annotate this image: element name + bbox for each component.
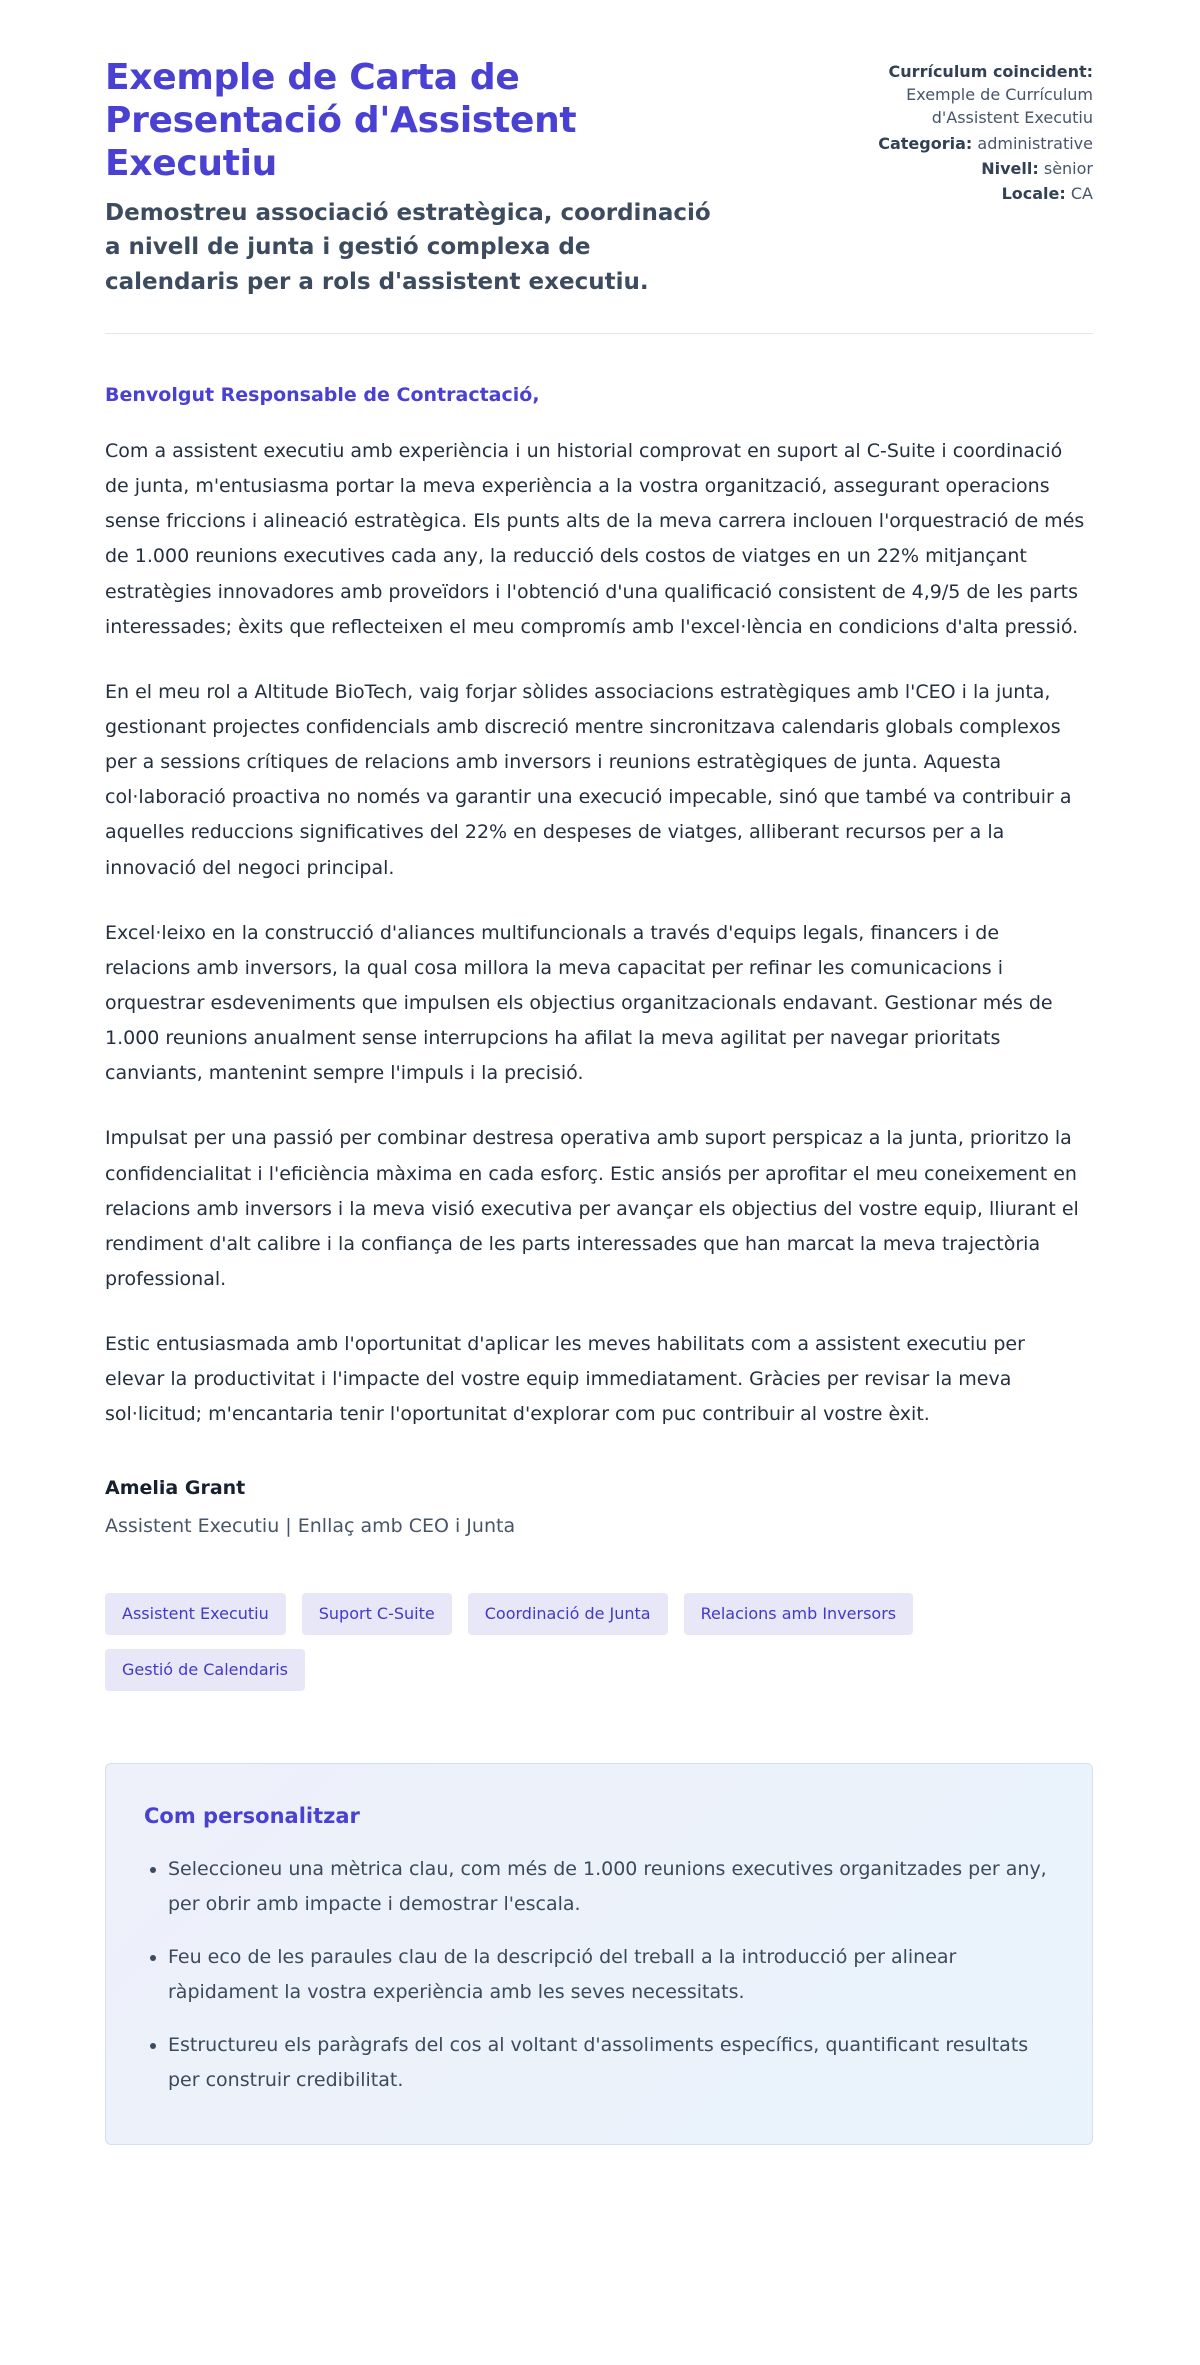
- tag-list: [105, 1593, 1005, 1691]
- page-subtitle: Demostreu associació estratègica, coordinació a nivell de junta i gestió complexa de calendaris per a rols d'assistent executiu.: [105, 199, 711, 295]
- letter-body: [105, 334, 1093, 1537]
- letter-paragraph: Excel·leixo en la construcció d'aliances multifuncionals a través d'equips legals, financers i de relacions amb inversors, la qual cosa millora la meva capacitat per refinar les comunicacions i orquestrar esdeveniments que impulsen els objectius organitzacionals endavant. Gestionar més de 1.000 reunions anualment sense interrupcions ha afilat la meva agilitat per navegar prioritats canviants, mantenint sempre l'impuls i la precisió.: [105, 921, 1053, 1085]
- meta-row-level: [748, 157, 1093, 180]
- tag-chip-assistent-executiu[interactable]: Assistent Executiu: [105, 1593, 286, 1635]
- tip-item: • Seleccioneu una mètrica clau, com més de 1.000 reunions executives organitzades per any, per obrir amb impacte i demostrar l'escala.: [168, 1852, 1048, 1922]
- letter-paragraph: Estic entusiasmada amb l'oportunitat d'aplicar les meves habilitats com a assistent executiu per elevar la productivitat i l'impacte del vostre equip immediatament. Gràcies per revisar la meva sol·licitud; m'encantaria tenir l'oportunitat d'explorar com puc contribuir al vostre èxit.: [105, 1333, 1025, 1426]
- meta-value: administrative: [977, 133, 1093, 153]
- tag-chip-coordinacio-de-junta[interactable]: Coordinació de Junta: [468, 1593, 668, 1635]
- tip-item: • Feu eco de les paraules clau de la descripció del treball a la introducció per alinear ràpidament la vostra experiència amb les seves necessitats.: [168, 1940, 1048, 2010]
- page-title: Exemple de Carta de Presentació d'Assistent Executiu: [105, 57, 577, 185]
- tips-title: Com personalitzar: [144, 1803, 360, 1828]
- meta-row-locale: [748, 182, 1093, 205]
- meta-label: Locale:: [1001, 183, 1066, 203]
- tag-chip-suport-c-suite[interactable]: Suport C-Suite: [302, 1593, 452, 1635]
- meta-value: sènior: [1043, 158, 1093, 178]
- meta-value: Exemple de Currículum d'Assistent Executiu: [906, 85, 1093, 128]
- tip-item: • Estructureu els paràgrafs del cos al voltant d'assoliments específics, quantificant resultats per construir credibilitat.: [168, 2028, 1048, 2098]
- letter-paragraph: Impulsat per una passió per combinar destresa operativa amb suport perspicaz a la junta, prioritzo la confidencialitat i l'eficiència màxima en cada esforç. Estic ansiós per aprofitar el meu coneixement en relacions amb inversors i la meva visió executiva per avançar els objectius del vostre equip, lliurant el rendiment d'alt calibre i la confiança de les parts interessades que han marcat la meva trajectòria professional.: [105, 1127, 1079, 1291]
- tag-chip-relacions-amb-inversors[interactable]: Relacions amb Inversors: [684, 1593, 914, 1635]
- meta-label: Currículum coincident:: [888, 62, 1093, 81]
- signature-block: [105, 1477, 1093, 1537]
- meta-label: Nivell:: [981, 158, 1039, 178]
- tag-chip-gestio-de-calendaris[interactable]: Gestió de Calendaris: [105, 1649, 305, 1691]
- meta-value: CA: [1070, 183, 1093, 203]
- meta-row-category: [748, 132, 1093, 155]
- meta-row-matching-resume: [748, 60, 1093, 130]
- letter-paragraph: Com a assistent executiu amb experiència i un historial comprovat en suport al C-Suite i coordinació de junta, m'entusiasma portar la meva experiència a la vostra organització, assegurant operacions sense friccions i alineació estratègica. Els punts alts de la meva carrera inclouen l'orquestració de més de 1.000 reunions executives cada any, la reducció dels costos de viatges en un 22% mitjançant estratègies innovadores amb proveïdors i l'obtenció d'una qualificació consistent de 4,9/5 de les parts interessades; èxits que reflecteixen el meu compromís amb l'excel·lència en condicions d'alta pressió.: [105, 440, 1085, 638]
- header-titles: [105, 56, 718, 299]
- meta-label: Categoria:: [878, 133, 973, 153]
- letter-paragraph: En el meu rol a Altitude BioTech, vaig forjar sòlides associacions estratègiques amb l'CEO i la junta, gestionant projectes confidencials amb discreció mentre sincronitzava calendaris globals complexos per a sessions crítiques de relacions amb inversors i reunions estratègiques de junta. Aquesta col·laboració proactiva no només va garantir una execució impecable, sinó que també va contribuir a aquelles reduccions significatives del 22% en despeses de viatges, alliberant recursos per a la innovació del negoci principal.: [105, 680, 1072, 879]
- signature-name: Amelia Grant: [105, 1476, 246, 1499]
- signature-role: Assistent Executiu | Enllaç amb CEO i Junta: [105, 1514, 516, 1537]
- page-header: [105, 56, 1093, 334]
- meta-block: [748, 60, 1093, 207]
- tips-list: [144, 1852, 1050, 2099]
- customize-tips-box: [105, 1763, 1093, 2146]
- letter-greeting: Benvolgut Responsable de Contractació,: [105, 384, 540, 407]
